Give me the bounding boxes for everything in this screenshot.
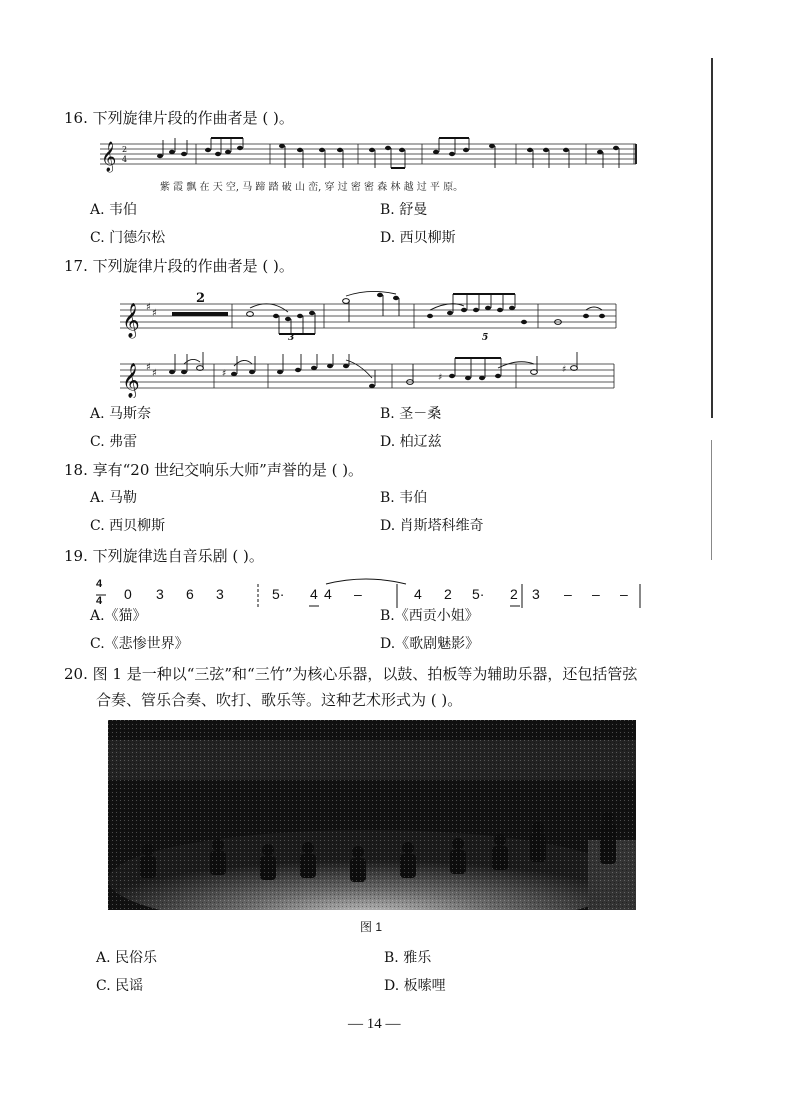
svg-text:♯: ♯ [222, 369, 227, 379]
question-20-option-c[interactable]: C. 民谣 [96, 978, 144, 994]
note: – [354, 586, 362, 602]
question-18-stem: 18. 享有“20 世纪交响乐大师”声誉的是 ( )。 [64, 461, 364, 479]
note: 3 [532, 586, 540, 602]
time-signature-top: 4 [96, 578, 103, 590]
note: 2 [444, 586, 452, 602]
note: 5· [272, 586, 285, 602]
svg-text:𝄞: 𝄞 [122, 303, 140, 338]
svg-text:𝄞: 𝄞 [101, 142, 117, 172]
question-16-stem: 16. 下列旋律片段的作曲者是 ( )。 [64, 109, 294, 127]
question-16-option-d[interactable]: D. 西贝柳斯 [380, 230, 456, 246]
question-17-staff-line-1 [120, 286, 620, 340]
question-18-option-a[interactable]: A. 马勒 [90, 490, 138, 506]
question-17-option-d[interactable]: D. 柏辽兹 [380, 434, 442, 450]
question-16-option-c[interactable]: C. 门德尔松 [90, 230, 166, 246]
question-16-staff [100, 136, 640, 176]
question-17-staff-line-2 [120, 350, 620, 398]
svg-text:2: 2 [122, 145, 128, 154]
svg-text:♯: ♯ [152, 368, 157, 379]
question-18-option-c[interactable]: C. 西贝柳斯 [90, 518, 166, 534]
question-18-option-b[interactable]: B. 韦伯 [380, 490, 428, 506]
question-20-option-a[interactable]: A. 民俗乐 [96, 950, 158, 966]
question-19-option-d[interactable]: D.《歌剧魅影》 [380, 636, 480, 652]
question-19-option-a[interactable]: A.《猫》 [90, 608, 147, 624]
svg-text:♯: ♯ [152, 308, 157, 319]
question-19-option-c[interactable]: C.《悲惨世界》 [90, 636, 189, 652]
question-19-notation [96, 578, 656, 614]
figure-1-caption: 图 1 [360, 920, 383, 934]
question-19-option-b[interactable]: B.《西贡小姐》 [380, 608, 479, 624]
svg-text:♯: ♯ [146, 302, 151, 313]
note: 4 [310, 586, 318, 602]
question-17-option-a[interactable]: A. 马斯奈 [90, 406, 152, 422]
note: 5· [472, 586, 485, 602]
time-signature-bottom: 4 [96, 595, 103, 607]
note: 3 [216, 586, 224, 602]
tuplet-5: 5 [482, 333, 489, 340]
question-16-option-b[interactable]: B. 舒曼 [380, 202, 428, 218]
question-18-option-d[interactable]: D. 肖斯塔科维奇 [380, 518, 484, 534]
svg-text:♯: ♯ [438, 373, 443, 383]
tuplet-3: 3 [288, 333, 295, 340]
note: 3 [156, 586, 164, 602]
question-16-option-a[interactable]: A. 韦伯 [90, 202, 138, 218]
page-edge-rule [711, 58, 713, 418]
page-number: — 14 — [348, 1016, 401, 1032]
svg-text:♯: ♯ [562, 365, 567, 375]
question-20-option-d[interactable]: D. 板嗦哩 [384, 978, 446, 994]
note: 2 [510, 586, 518, 602]
question-17-stem: 17. 下列旋律片段的作曲者是 ( )。 [64, 257, 294, 275]
note: – [592, 586, 600, 602]
question-16-lyrics: 紫 霞 飘 在 天 空, 马 蹄 踏 破 山 峦, 穿 过 密 密 森 林 越 过 平 原。 [160, 182, 464, 193]
note: – [620, 586, 628, 602]
question-17-option-c[interactable]: C. 弗雷 [90, 434, 138, 450]
note: 6 [186, 586, 194, 602]
svg-text:𝄞: 𝄞 [122, 363, 140, 398]
question-19-stem: 19. 下列旋律选自音乐剧 ( )。 [64, 547, 264, 565]
svg-text:♯: ♯ [146, 362, 151, 373]
figure-1-photo [108, 720, 636, 910]
question-20-stem-line-2: 合奏、管乐合奏、吹打、歌乐等。这种艺术形式为 ( )。 [96, 691, 463, 709]
rest-count: 2 [196, 291, 206, 306]
note: – [564, 586, 572, 602]
question-17-option-b[interactable]: B. 圣－桑 [380, 406, 442, 422]
svg-text:4: 4 [122, 155, 128, 164]
note: 4 [414, 586, 422, 602]
note: 4 [324, 586, 332, 602]
question-20-stem-line-1: 20. 图 1 是一种以“三弦”和“三竹”为核心乐器，以鼓、拍板等为辅助乐器，还包括管弦 [64, 665, 638, 683]
note: 0 [124, 586, 132, 602]
question-20-option-b[interactable]: B. 雅乐 [384, 950, 432, 966]
page-edge-rule-lower [711, 440, 712, 560]
